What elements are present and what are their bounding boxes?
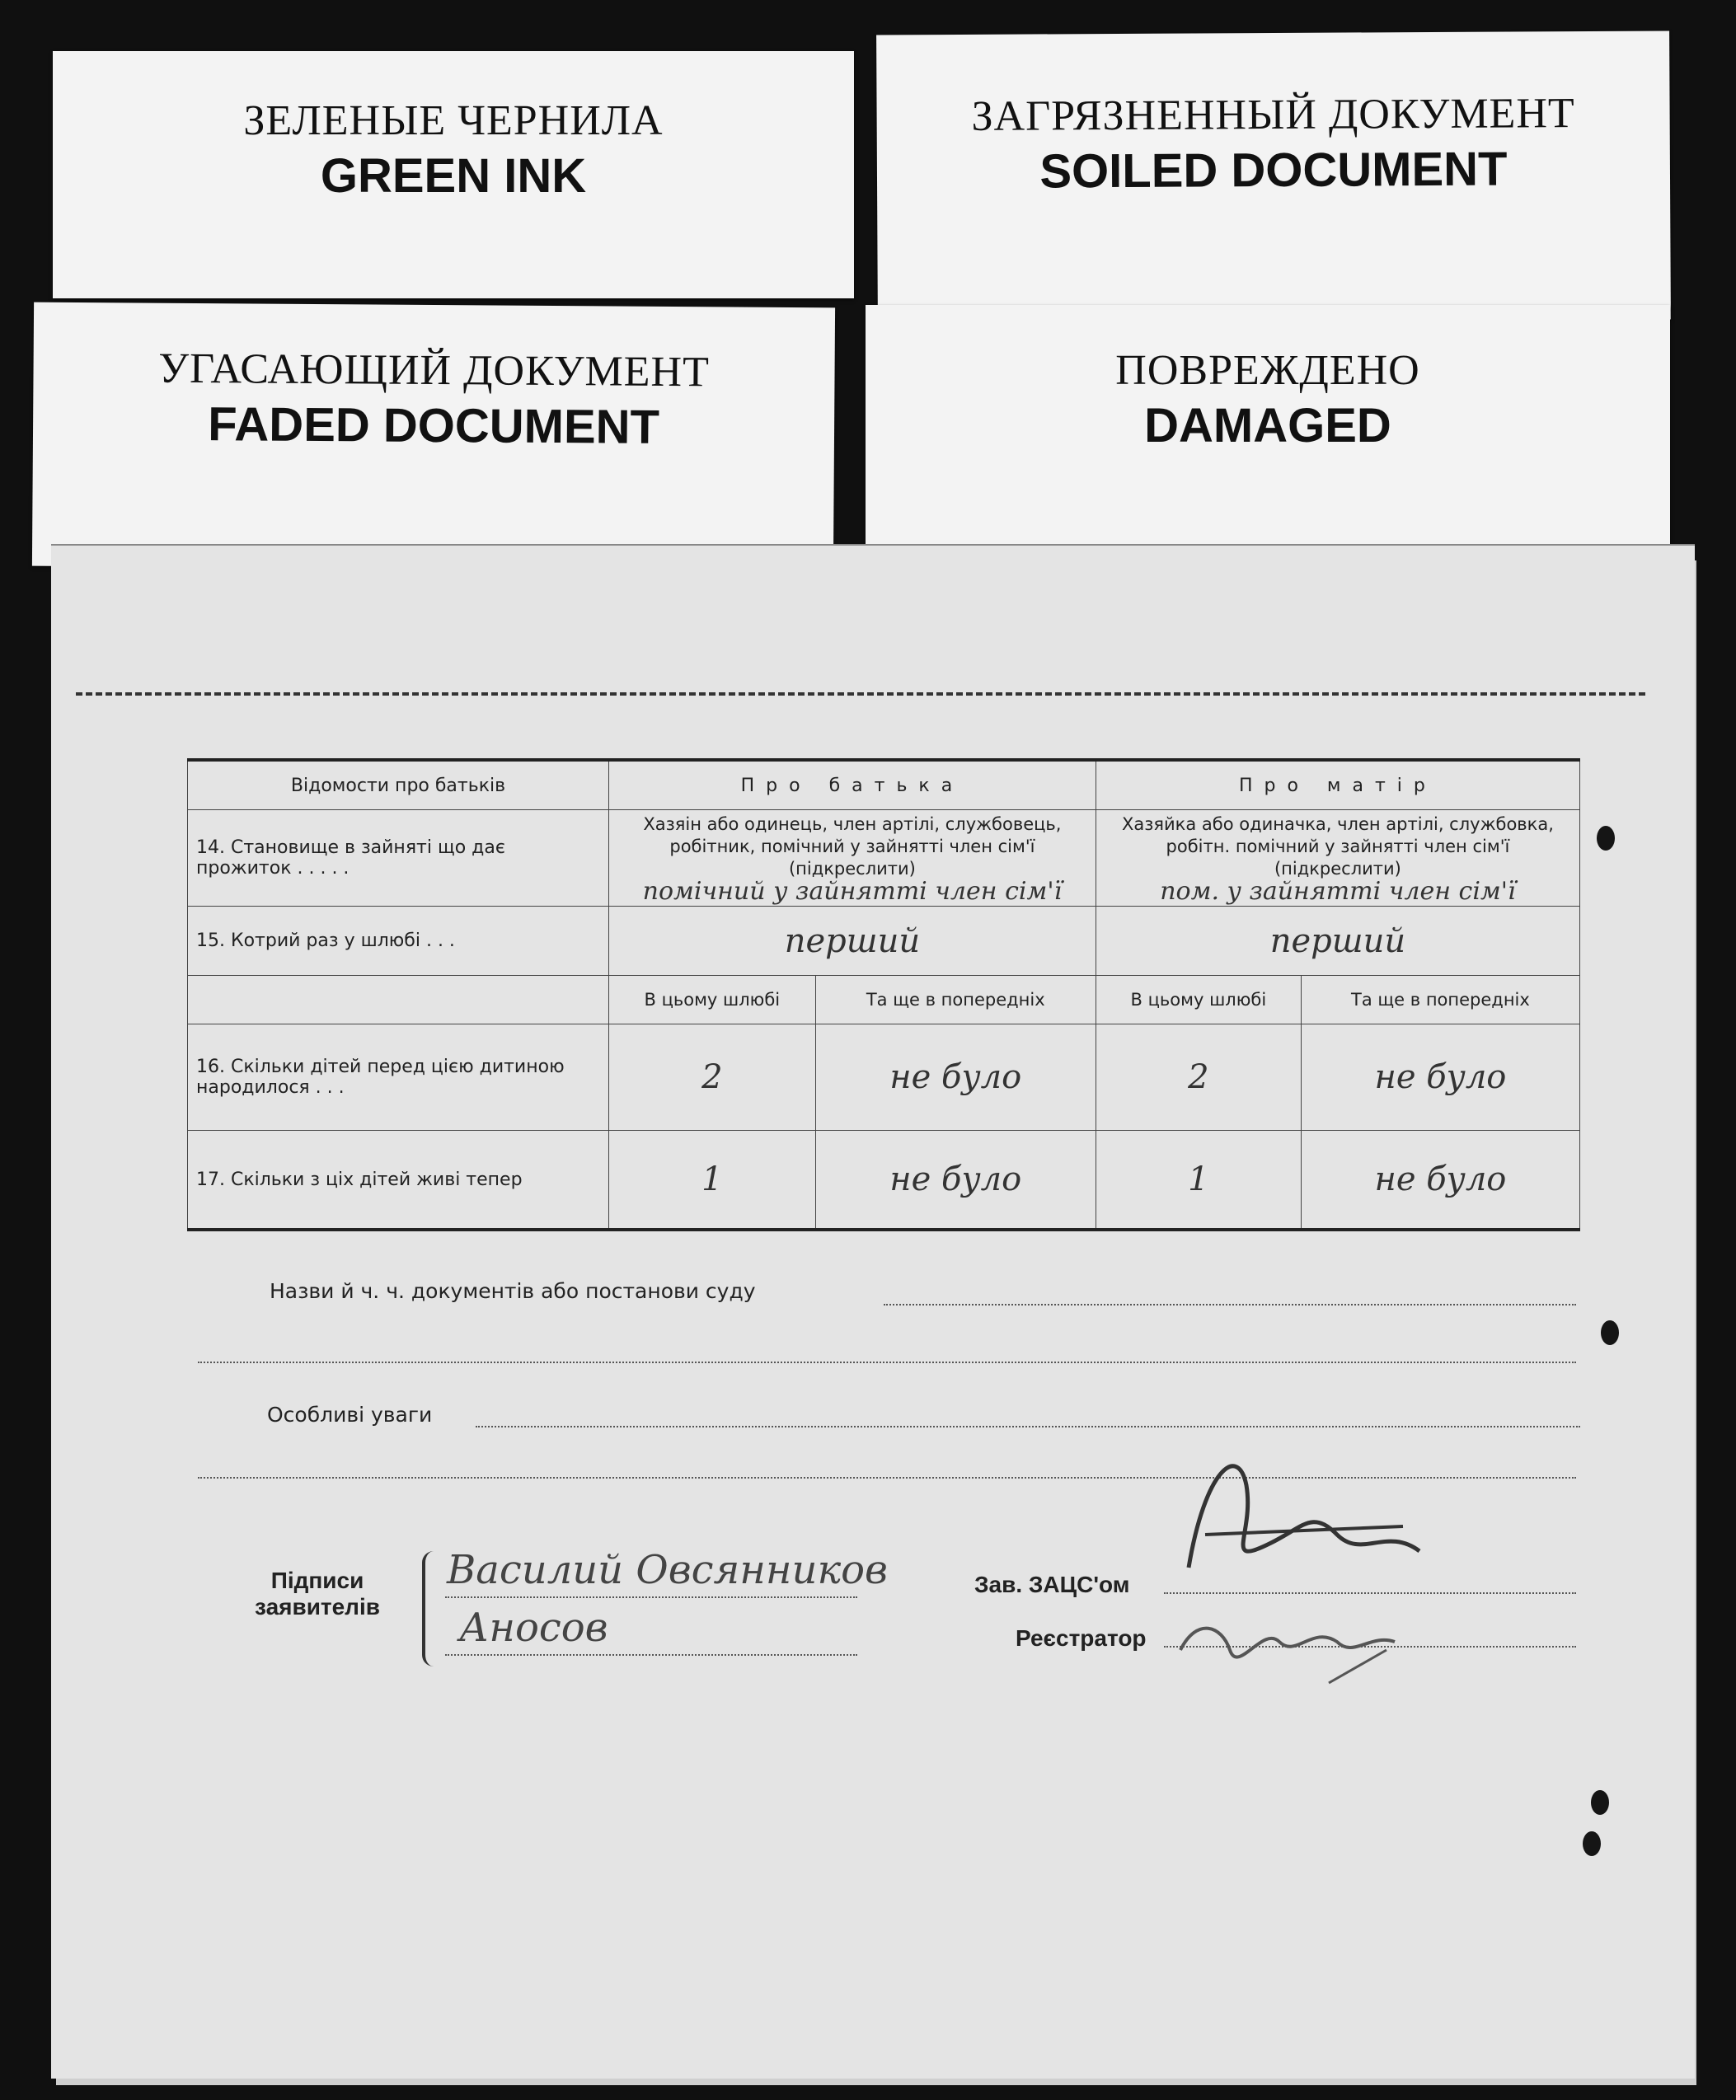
punch-hole [1591, 1790, 1609, 1815]
header-father: Про батька [609, 760, 1096, 810]
applicant-signature-2: Аносов [459, 1605, 608, 1651]
q16-label: 16. Скільки дітей перед цією дитиною народилося . . . [188, 1024, 609, 1131]
q14-father-options [609, 810, 1096, 907]
label-green-ink-en: GREEN INK [320, 149, 587, 203]
applicants-brace [422, 1551, 442, 1666]
q17-father-prev [815, 1131, 1096, 1230]
sub-father-prev: Та ще в попередніх [815, 976, 1096, 1024]
q17-mother-this [1096, 1131, 1301, 1230]
label-soiled-document [876, 30, 1671, 323]
notes-field-label: Особливі уваги [267, 1403, 433, 1427]
applicant-signature-1: Василий Овсянников [447, 1547, 888, 1593]
punch-hole [1583, 1831, 1601, 1856]
q16-mother-this [1096, 1024, 1301, 1131]
q17-f-this: 1 [701, 1160, 723, 1198]
q15-label: 15. Котрий раз у шлюбі . . . [188, 907, 609, 976]
q17-m-this: 1 [1188, 1160, 1209, 1198]
head-label: Зав. ЗАЦС'ом [974, 1572, 1130, 1597]
q16-mother-prev [1301, 1024, 1579, 1131]
applicants-label-1: Підписи [270, 1568, 364, 1593]
applicants-label-2: заявителів [255, 1594, 380, 1620]
applicant-line-2 [445, 1654, 857, 1656]
registrar-label: Реєстратор [1016, 1625, 1147, 1651]
header-col-info: Відомости про батьків [188, 760, 609, 810]
applicants-label [247, 1568, 387, 1620]
perforation-line [76, 692, 1645, 696]
head-signature [1172, 1436, 1444, 1601]
label-damaged [866, 305, 1670, 569]
label-faded-ru: УГАСАЮЩИЙ ДОКУМЕНТ [158, 345, 711, 396]
label-faded-en: FADED DOCUMENT [207, 397, 660, 454]
registrar-signature [1172, 1592, 1419, 1708]
label-green-ink-ru: ЗЕЛЕНЫЕ ЧЕРНИЛА [243, 97, 664, 144]
q15-father-hand: перший [784, 921, 921, 960]
q16-m-this: 2 [1188, 1058, 1209, 1096]
q15-mother [1096, 907, 1579, 976]
q16-m-prev: не було [1374, 1058, 1507, 1096]
q14-mother-hand: пом. у зайнятті член сім'ї [1160, 877, 1516, 906]
q15-father [609, 907, 1096, 976]
docs-dots-2 [198, 1362, 1576, 1363]
sub-blank [188, 976, 609, 1024]
q14-label: 14. Становище в зайняті що дає прожиток . . . . . [188, 810, 609, 907]
q17-m-prev: не було [1374, 1160, 1507, 1198]
notes-dots-1 [476, 1426, 1580, 1427]
form-sheet [51, 544, 1695, 2079]
label-soiled-en: SOILED DOCUMENT [1039, 142, 1508, 199]
q15-mother-hand: перший [1269, 921, 1406, 960]
punch-hole [1597, 826, 1615, 851]
sub-father-this: В цьому шлюбі [609, 976, 816, 1024]
punch-hole [1601, 1320, 1619, 1345]
q14-father-opts-text: Хазяін або одинець, член артілі, службовець, робітник, помічний у зайнятті член сім'ї (підкреслити) [643, 814, 1062, 879]
docs-field-label: Назви й ч. ч. документів або постанови суду [270, 1279, 756, 1303]
q16-f-prev: не було [889, 1058, 1022, 1096]
label-damaged-ru: ПОВРЕЖДЕНО [1115, 347, 1420, 394]
q16-f-this: 2 [701, 1058, 723, 1096]
parents-table [187, 758, 1580, 1231]
q14-mother-options [1096, 810, 1579, 907]
q17-father-this [609, 1131, 816, 1230]
q16-father-prev [815, 1024, 1096, 1131]
header-mother: Про матір [1096, 760, 1579, 810]
q14-father-hand: помічний у зайнятті член сім'ї [642, 877, 1063, 906]
label-damaged-en: DAMAGED [1144, 399, 1391, 452]
q17-f-prev: не було [889, 1160, 1022, 1198]
q16-father-this [609, 1024, 816, 1131]
q17-mother-prev [1301, 1131, 1579, 1230]
label-soiled-ru: ЗАГРЯЗНЕННЫЙ ДОКУМЕНТ [971, 90, 1575, 140]
q14-mother-opts-text: Хазяйка або одиначка, член артілі, службовка, робітн. помічний у зайнятті член сім'ї (підкреслити) [1121, 814, 1554, 879]
sub-mother-prev: Та ще в попередніх [1301, 976, 1579, 1024]
label-faded-document [32, 302, 835, 572]
q17-label: 17. Скільки з ціх дітей живі тепер [188, 1131, 609, 1230]
sub-mother-this: В цьому шлюбі [1096, 976, 1301, 1024]
label-green-ink [53, 51, 854, 298]
docs-dots-1 [884, 1304, 1576, 1305]
applicant-line-1 [445, 1596, 857, 1598]
